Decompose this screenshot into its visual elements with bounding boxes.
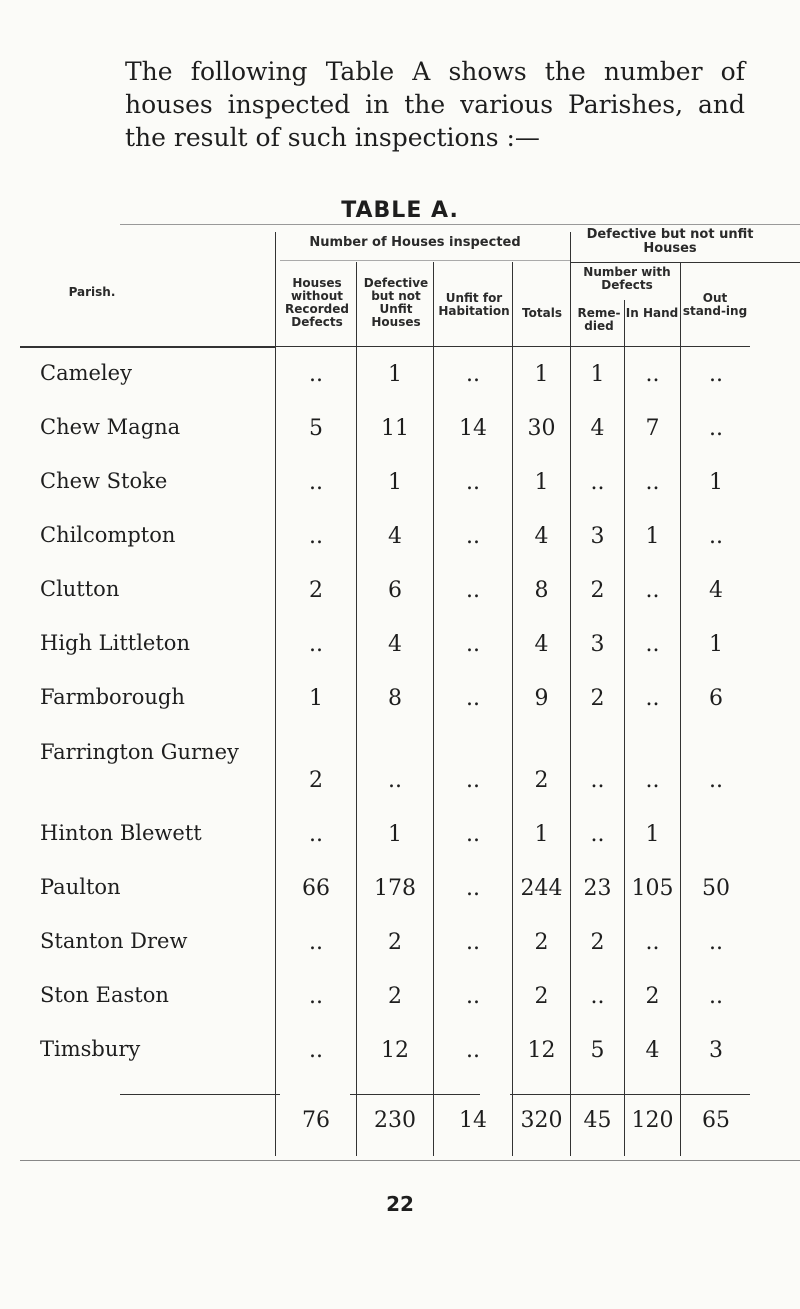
cell-without: 2	[309, 578, 323, 603]
cell-remedied: 2	[590, 930, 605, 955]
table-title: TABLE A.	[341, 198, 459, 223]
parish-name: Stanton Drew	[40, 929, 188, 953]
cell-unfit: ..	[466, 632, 480, 657]
group-rule-defective	[570, 262, 800, 263]
cell-remedied: 1	[590, 362, 605, 387]
cell-in-hand: 1	[645, 524, 660, 549]
total-outstanding: 65	[702, 1108, 730, 1133]
cell-unfit: ..	[466, 686, 480, 711]
header-outstanding: Out stand-ing	[682, 291, 748, 318]
cell-in-hand: 2	[645, 984, 660, 1009]
totals-rule-right	[510, 1094, 750, 1095]
cell-without: ..	[309, 822, 323, 847]
cell-defective: 1	[388, 470, 402, 495]
cell-unfit: ..	[466, 930, 480, 955]
cell-unfit: ..	[466, 1038, 480, 1063]
cell-without: ..	[309, 1038, 323, 1063]
parish-name: Ston Easton	[40, 983, 169, 1007]
cell-in-hand: ..	[645, 362, 660, 387]
cell-totals: 2	[534, 984, 549, 1009]
parish-name: Chilcompton	[40, 523, 176, 547]
cell-defective: 1	[388, 362, 402, 387]
total-in-hand: 120	[631, 1108, 674, 1133]
cell-unfit: ..	[466, 876, 480, 901]
header-group-inspected: Number of Houses inspected	[309, 235, 521, 250]
cell-remedied: ..	[590, 768, 605, 793]
cell-totals: 30	[527, 416, 556, 441]
header-defective-not-unfit: Defective but not Unfit Houses	[363, 276, 429, 329]
cell-totals: 244	[520, 876, 563, 901]
cell-outstanding: 1	[709, 470, 723, 495]
cell-totals: 12	[527, 1038, 556, 1063]
cell-totals: 1	[534, 470, 549, 495]
total-defective: 230	[374, 1108, 416, 1133]
total-unfit: 14	[459, 1108, 487, 1133]
parish-name: Clutton	[40, 577, 120, 601]
cell-outstanding: 1	[709, 632, 723, 657]
cell-outstanding: ..	[709, 416, 723, 441]
cell-remedied: 5	[590, 1038, 605, 1063]
header-remedied: Reme-died	[577, 306, 621, 333]
cell-remedied: 4	[590, 416, 605, 441]
cell-defective: 6	[388, 578, 402, 603]
cell-in-hand: 4	[645, 1038, 660, 1063]
cell-unfit: ..	[466, 578, 480, 603]
cell-outstanding: 6	[709, 686, 723, 711]
cell-remedied: 3	[590, 524, 605, 549]
header-group-defective: Defective but not unfit Houses	[586, 227, 754, 256]
parish-name: Farrington Gurney	[40, 740, 239, 764]
cell-without: 2	[309, 768, 323, 793]
cell-defective: 11	[381, 416, 409, 441]
group-rule-inspected	[280, 260, 570, 261]
top-rule	[120, 224, 800, 225]
cell-without: ..	[309, 930, 323, 955]
cell-totals: 4	[534, 632, 549, 657]
totals-rule-mid	[350, 1094, 480, 1095]
cell-remedied: ..	[590, 470, 605, 495]
cell-unfit: ..	[466, 822, 480, 847]
parish-name: Chew Magna	[40, 415, 181, 439]
parish-name: Paulton	[40, 875, 121, 899]
cell-totals: 1	[534, 822, 549, 847]
cell-defective: 1	[388, 822, 402, 847]
cell-in-hand: 105	[631, 876, 674, 901]
header-without-defects: Houses without Recorded Defects	[285, 276, 349, 329]
header-number-with-defects: Number with Defects	[583, 265, 671, 292]
header-parish: Parish.	[68, 285, 116, 299]
cell-in-hand: ..	[645, 686, 660, 711]
bottom-rule	[20, 1160, 800, 1161]
header-totals: Totals	[522, 306, 562, 320]
cell-in-hand: 7	[645, 416, 660, 441]
cell-totals: 1	[534, 362, 549, 387]
cell-without: 1	[309, 686, 323, 711]
header-in-hand: In Hand	[625, 306, 679, 320]
cell-outstanding: ..	[709, 768, 723, 793]
cell-totals: 2	[534, 768, 549, 793]
parish-name: Farmborough	[40, 685, 185, 709]
header-unfit: Unfit for Habitation	[438, 291, 510, 318]
parish-name: Hinton Blewett	[40, 821, 202, 845]
cell-unfit: ..	[466, 524, 480, 549]
header-rule-parish	[20, 346, 275, 348]
cell-in-hand: ..	[645, 470, 660, 495]
page-number: 22	[386, 1192, 414, 1216]
cell-defective: 2	[388, 984, 402, 1009]
cell-unfit: ..	[466, 984, 480, 1009]
cell-remedied: 2	[590, 578, 605, 603]
cell-without: ..	[309, 470, 323, 495]
cell-without: ..	[309, 524, 323, 549]
cell-in-hand: ..	[645, 768, 660, 793]
cell-without: ..	[309, 632, 323, 657]
cell-defective: 4	[388, 632, 402, 657]
totals-rule-left	[120, 1094, 280, 1095]
cell-totals: 4	[534, 524, 549, 549]
cell-defective: 178	[374, 876, 416, 901]
cell-remedied: 23	[583, 876, 612, 901]
cell-in-hand: ..	[645, 578, 660, 603]
cell-outstanding: ..	[709, 524, 723, 549]
cell-without: 5	[309, 416, 323, 441]
cell-totals: 8	[534, 578, 549, 603]
cell-unfit: ..	[466, 768, 480, 793]
cell-unfit: 14	[459, 416, 487, 441]
cell-defective: 8	[388, 686, 402, 711]
total-totals: 320	[520, 1108, 563, 1133]
cell-totals: 2	[534, 930, 549, 955]
cell-remedied: 3	[590, 632, 605, 657]
total-without: 76	[302, 1108, 330, 1133]
cell-outstanding: ..	[709, 984, 723, 1009]
parish-name: Cameley	[40, 361, 132, 385]
cell-in-hand: ..	[645, 930, 660, 955]
cell-outstanding: 4	[709, 578, 723, 603]
parish-name: Timsbury	[40, 1037, 141, 1061]
cell-without: ..	[309, 362, 323, 387]
cell-without: 66	[302, 876, 330, 901]
cell-outstanding: 3	[709, 1038, 723, 1063]
intro-paragraph: The following Table A shows the number of houses inspected in the various Parishes, and the result of such inspections :—	[125, 57, 745, 152]
cell-in-hand: 1	[645, 822, 660, 847]
cell-unfit: ..	[466, 470, 480, 495]
cell-totals: 9	[534, 686, 549, 711]
cell-defective: 4	[388, 524, 402, 549]
cell-defective: ..	[388, 768, 402, 793]
cell-remedied: ..	[590, 822, 605, 847]
cell-in-hand: ..	[645, 632, 660, 657]
cell-remedied: 2	[590, 686, 605, 711]
cell-unfit: ..	[466, 362, 480, 387]
cell-outstanding: ..	[709, 930, 723, 955]
cell-outstanding: 50	[702, 876, 730, 901]
cell-remedied: ..	[590, 984, 605, 1009]
cell-without: ..	[309, 984, 323, 1009]
cell-outstanding: ..	[709, 362, 723, 387]
parish-name: Chew Stoke	[40, 469, 168, 493]
cell-defective: 12	[381, 1038, 409, 1063]
parish-name: High Littleton	[40, 631, 190, 655]
cell-defective: 2	[388, 930, 402, 955]
total-remedied: 45	[583, 1108, 612, 1133]
